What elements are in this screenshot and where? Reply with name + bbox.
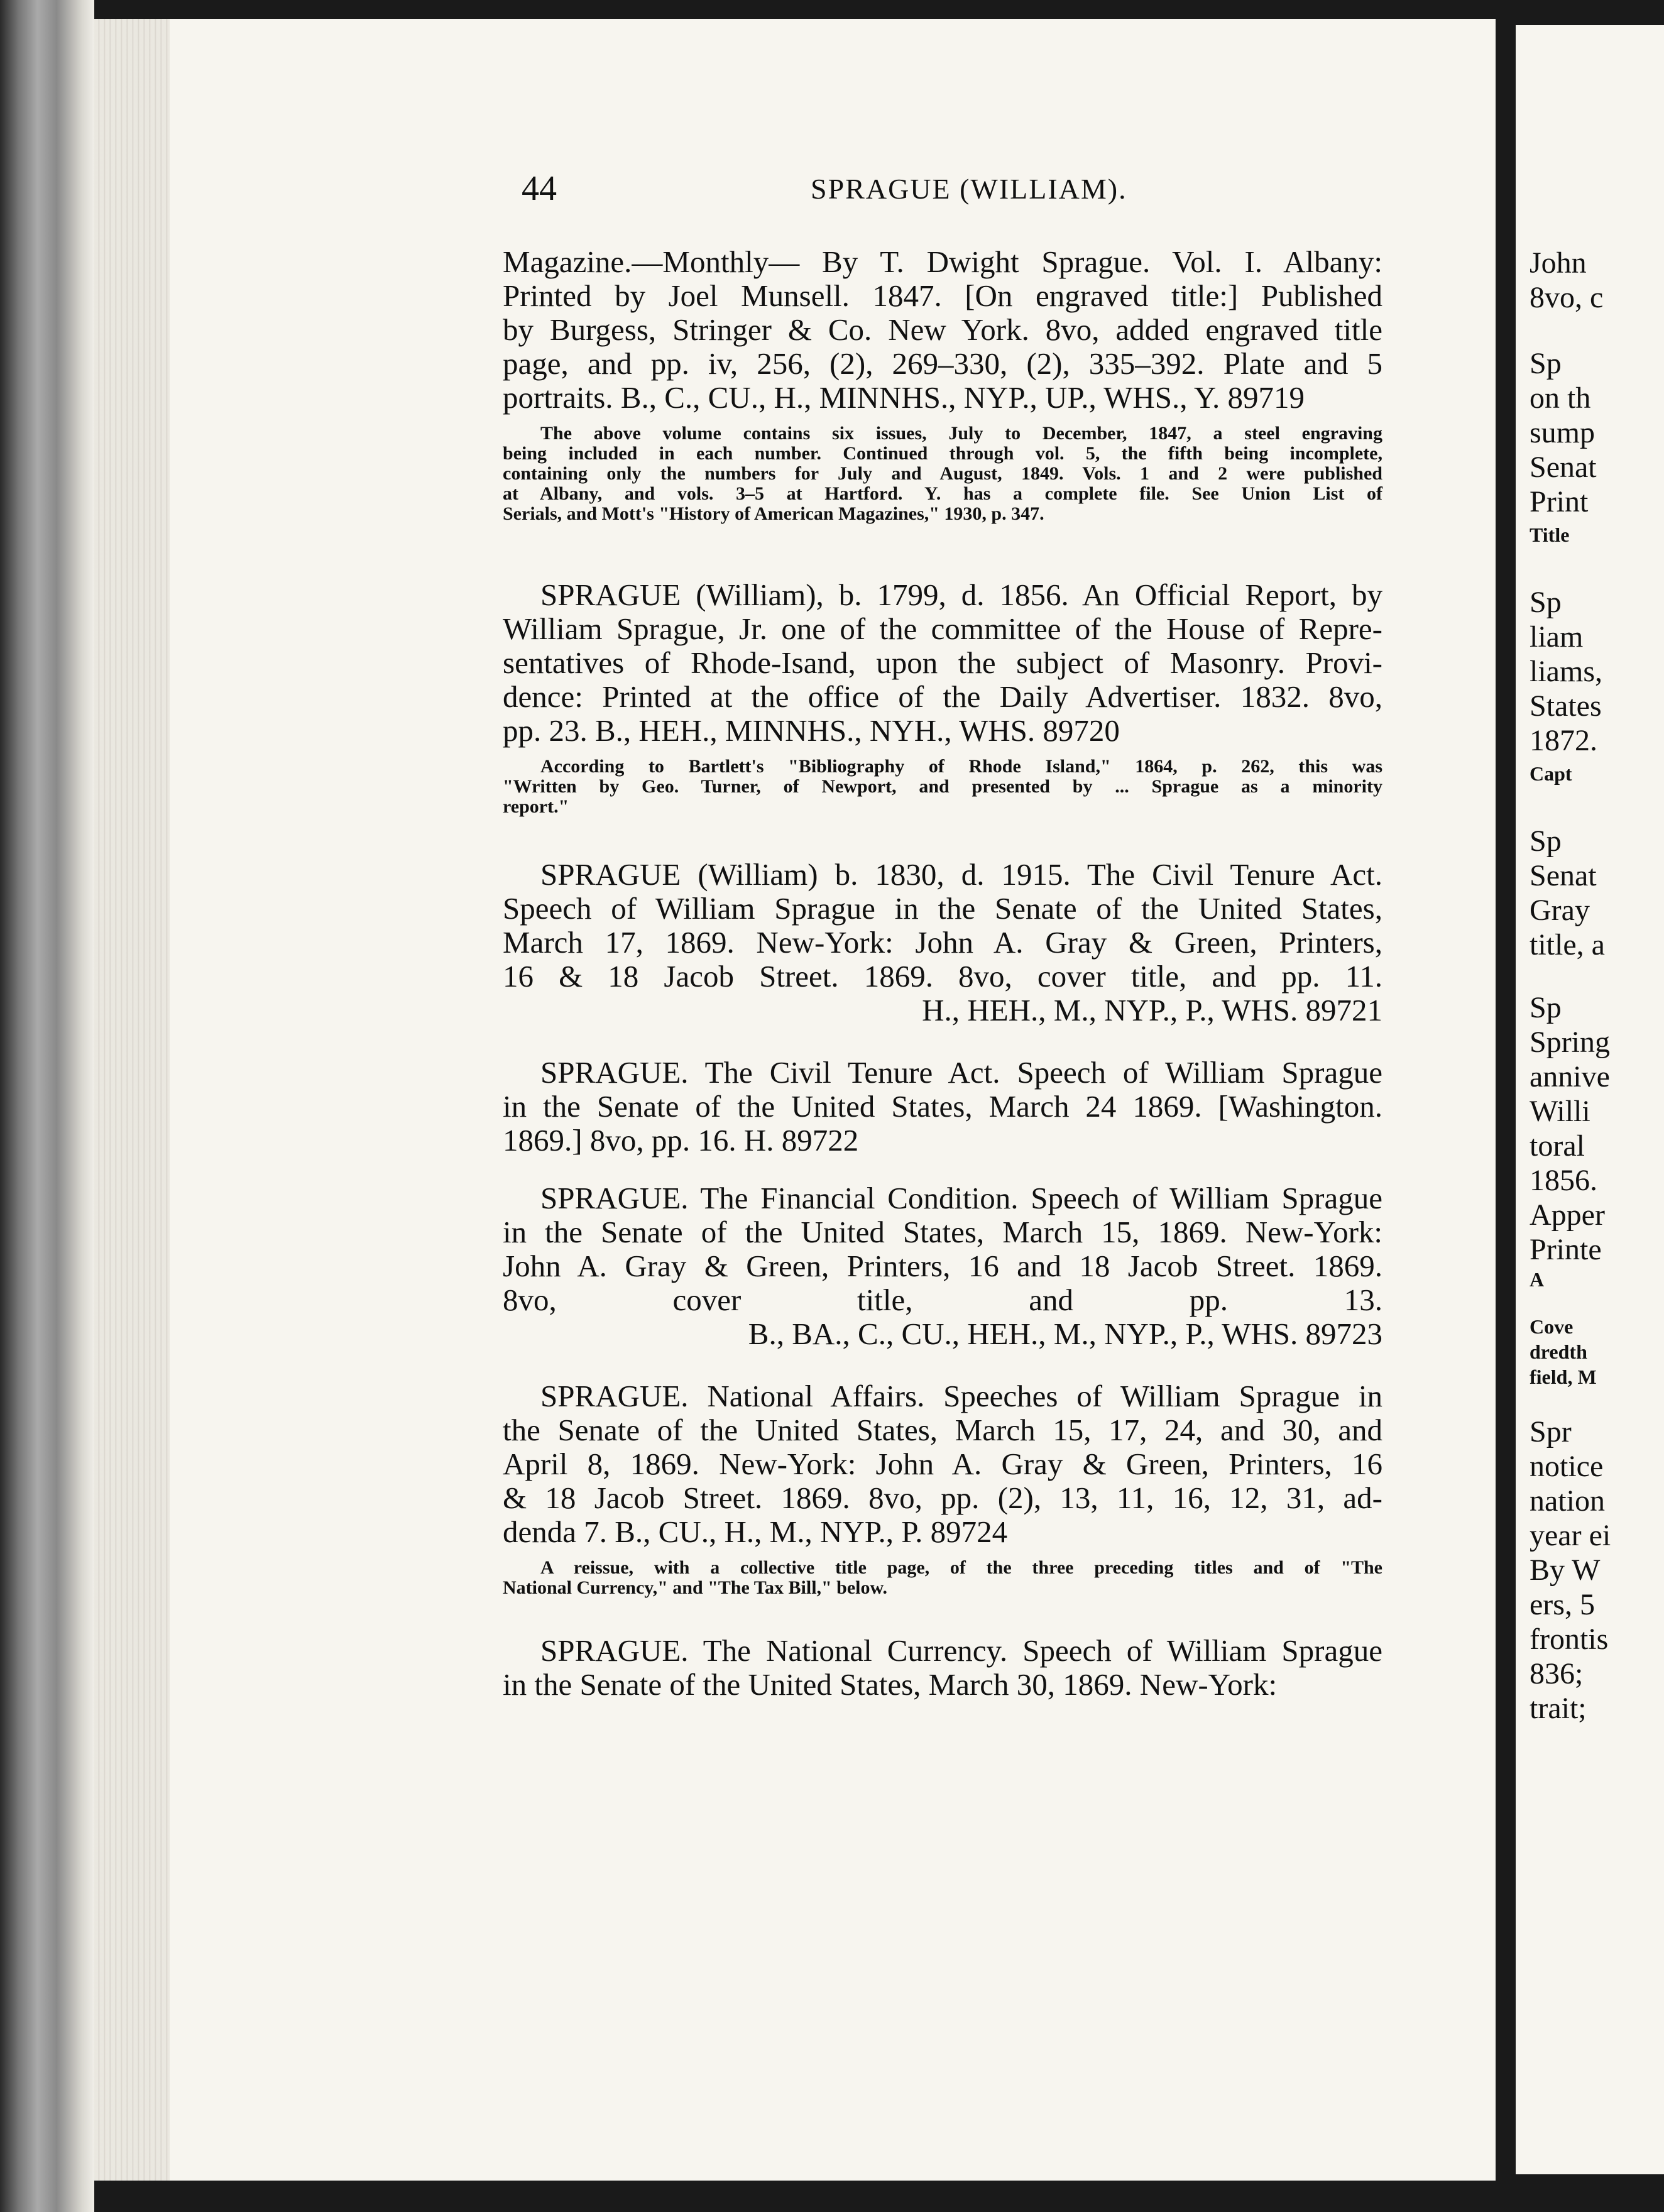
entry-line: in the Senate of the United States, March 24 1869. [Washington. — [503, 1089, 1382, 1124]
facing-page-text: on th — [1530, 381, 1591, 415]
facing-page-text: 1856. — [1530, 1164, 1597, 1197]
entry-line: SPRAGUE. The Civil Tenure Act. Speech of William Sprague — [540, 1055, 1382, 1090]
running-head: SPRAGUE (WILLIAM). — [811, 173, 1127, 205]
note-line: Serials, and Mott's "History of American Magazines," 1930, p. 347. — [503, 503, 1044, 524]
page-number: 44 — [522, 169, 557, 208]
entry-line: April 8, 1869. New-York: John A. Gray & Green, Printers, 16 — [503, 1447, 1382, 1481]
binding-gutter — [0, 0, 94, 2212]
entry-line: 1869.] 8vo, pp. 16. H. 89722 — [503, 1123, 859, 1158]
entry-line: in the Senate of the United States, March 15, 1869. New-York: — [503, 1215, 1382, 1249]
facing-page-text: ers, 5 — [1530, 1588, 1595, 1621]
entry-line: in the Senate of the United States, March 30, 1869. New-York: — [503, 1667, 1278, 1702]
facing-page-text: 1872. — [1530, 724, 1597, 757]
facing-page-text: field, M — [1530, 1366, 1597, 1388]
entry-line: B., BA., C., CU., HEH., M., NYP., P., WHS. 89723 — [748, 1317, 1382, 1351]
facing-page-text: year ei — [1530, 1519, 1611, 1552]
facing-page-fragment — [1516, 25, 1664, 2174]
facing-page-text: By W — [1530, 1553, 1601, 1587]
facing-page-text: trait; — [1530, 1692, 1587, 1725]
entry-line: the Senate of the United States, March 15, 17, 24, and 30, and — [503, 1413, 1382, 1447]
note-line: According to Bartlett's "Bibliography of Rhode Island," 1864, p. 262, this was — [540, 756, 1382, 777]
entry-line: Speech of William Sprague in the Senate of the United States, — [503, 891, 1382, 926]
bibliography-entry — [503, 1181, 1382, 1351]
entry-line: dence: Printed at the office of the Daily Advertiser. 1832. 8vo, — [503, 679, 1382, 714]
entry-line: portraits. B., C., CU., H., MINNHS., NYP., UP., WHS., Y. 89719 — [503, 380, 1305, 415]
note-line: A reissue, with a collective title page, of the three preceding titles and of "The — [540, 1557, 1382, 1578]
facing-page-text: States — [1530, 689, 1602, 723]
note-line: The above volume contains six issues, July to December, 1847, a steel engraving — [540, 423, 1382, 444]
note-line: report." — [503, 796, 569, 817]
entry-line: pp. 23. B., HEH., MINNHS., NYH., WHS. 89720 — [503, 713, 1120, 748]
facing-page-text: Willi — [1530, 1095, 1590, 1128]
facing-page-text: sump — [1530, 416, 1596, 449]
entry-line: 8vo, cover title, and pp. 13. — [503, 1283, 1382, 1317]
bibliography-entry — [503, 1056, 1382, 1158]
note-line: "Written by Geo. Turner, of Newport, and presented by ... Sprague as a minority — [503, 776, 1382, 797]
entry-line: 16 & 18 Jacob Street. 1869. 8vo, cover title, and pp. 11. — [503, 959, 1382, 994]
facing-page-text: Gray — [1530, 894, 1590, 927]
entry-line: SPRAGUE (William), b. 1799, d. 1856. An Official Report, by — [540, 578, 1382, 612]
note-line: containing only the numbers for July and August, 1849. Vols. 1 and 2 were published — [503, 463, 1382, 484]
facing-page-text: Cove — [1530, 1315, 1574, 1338]
bibliography-entry — [503, 858, 1382, 1027]
entry-line: SPRAGUE. The Financial Condition. Speech of William Sprague — [540, 1181, 1382, 1215]
entry-line: by Burgess, Stringer & Co. New York. 8vo, added engraved title — [503, 312, 1382, 347]
facing-page-text: Apper — [1530, 1198, 1605, 1232]
entry-note — [503, 1558, 1382, 1598]
entry-line: page, and pp. iv, 256, (2), 269–330, (2), 335–392. Plate and 5 — [503, 346, 1382, 381]
facing-page-text: A — [1530, 1268, 1545, 1291]
facing-page-text: annive — [1530, 1060, 1610, 1093]
facing-page-text: liams, — [1530, 655, 1602, 688]
facing-page-text: Sp — [1530, 991, 1562, 1024]
entry-note — [503, 757, 1382, 817]
entry-note — [503, 424, 1382, 524]
note-line: at Albany, and vols. 3–5 at Hartford. Y. has a complete file. See Union List of — [503, 483, 1382, 504]
facing-page-text: 836; — [1530, 1657, 1584, 1690]
facing-page-text: liam — [1530, 620, 1584, 654]
entry-line: Magazine.—Monthly— By T. Dwight Sprague. Vol. I. Albany: — [503, 244, 1382, 279]
entry-line: SPRAGUE. National Affairs. Speeches of William Sprague in — [540, 1379, 1382, 1413]
facing-page-text: Senat — [1530, 859, 1597, 892]
entry-line: sentatives of Rhode-Isand, upon the subject of Masonry. Provi- — [503, 645, 1382, 680]
facing-page-text: Senat — [1530, 451, 1597, 484]
facing-page-text: Sp — [1530, 586, 1562, 619]
bibliography-entry — [503, 578, 1382, 817]
facing-page-text: toral — [1530, 1129, 1585, 1163]
entry-line: March 17, 1869. New-York: John A. Gray & Green, Printers, — [503, 925, 1382, 960]
facing-page-text: Title — [1530, 523, 1570, 546]
page-header — [522, 168, 1389, 212]
entry-line: H., HEH., M., NYP., P., WHS. 89721 — [922, 993, 1382, 1027]
facing-page-text: Print — [1530, 485, 1589, 518]
entry-line: denda 7. B., CU., H., M., NYP., P. 89724 — [503, 1514, 1008, 1549]
entry-line: SPRAGUE. The National Currency. Speech of William Sprague — [540, 1633, 1382, 1668]
facing-page-text: Sp — [1530, 824, 1562, 858]
bibliography-entry — [503, 245, 1382, 524]
entry-line: John A. Gray & Green, Printers, 16 and 18 Jacob Street. 1869. — [503, 1249, 1382, 1283]
facing-page-text: title, a — [1530, 928, 1605, 961]
facing-page-text: John — [1530, 246, 1587, 280]
facing-page-text: frontis — [1530, 1623, 1609, 1656]
bibliography-entry — [503, 1379, 1382, 1598]
facing-page-text: Spring — [1530, 1026, 1611, 1059]
facing-page-text: Printe — [1530, 1233, 1602, 1266]
bibliography-entry — [503, 1634, 1382, 1702]
facing-page-text: Capt — [1530, 762, 1572, 785]
entry-line: & 18 Jacob Street. 1869. 8vo, pp. (2), 13, 11, 16, 12, 31, ad- — [503, 1481, 1382, 1515]
facing-page-text: Spr — [1530, 1415, 1572, 1448]
entry-line: SPRAGUE (William) b. 1830, d. 1915. The Civil Tenure Act. — [540, 857, 1382, 892]
entry-line: William Sprague, Jr. one of the committee of the House of Repre- — [503, 611, 1382, 646]
facing-page-text: nation — [1530, 1484, 1605, 1518]
facing-page-text: dredth — [1530, 1340, 1587, 1363]
facing-page-text: 8vo, c — [1530, 281, 1604, 314]
page-edge-stack — [94, 19, 170, 2181]
note-line: National Currency," and "The Tax Bill," below. — [503, 1577, 888, 1598]
facing-page-text: notice — [1530, 1450, 1604, 1483]
facing-page-text: Sp — [1530, 347, 1562, 380]
note-line: being included in each number. Continued through vol. 5, the fifth being incomplete, — [503, 443, 1382, 464]
entry-line: Printed by Joel Munsell. 1847. [On engraved title:] Published — [503, 278, 1382, 313]
